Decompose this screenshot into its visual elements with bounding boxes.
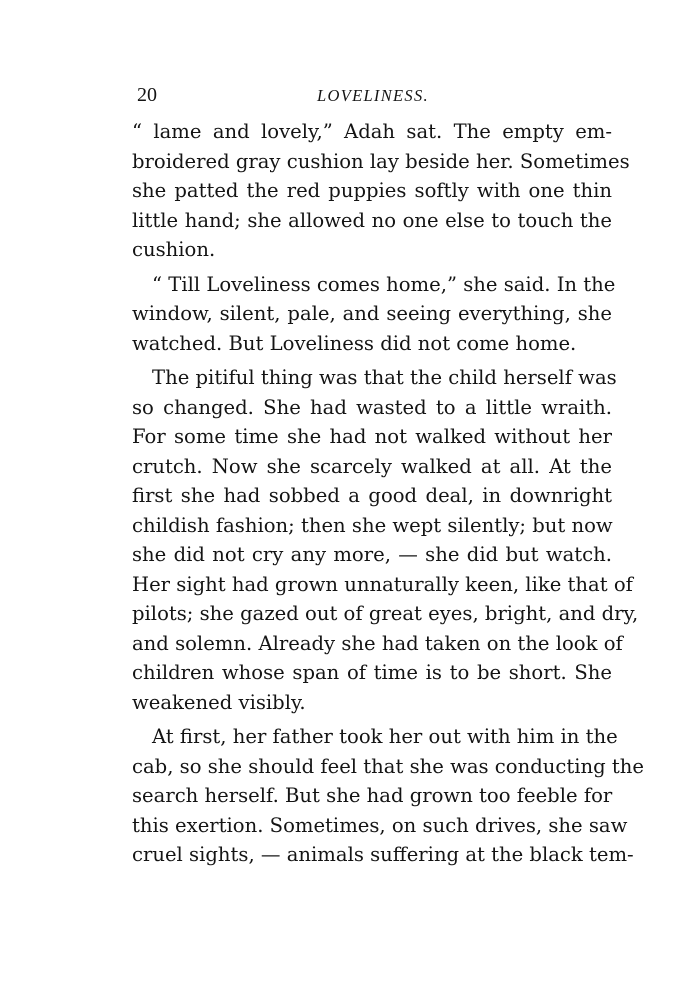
text-line: so changed. She had wasted to a little wraith. — [132, 395, 612, 419]
paragraph — [132, 722, 644, 870]
paragraph — [132, 363, 639, 717]
text-line: cruel sights, — animals suffering at the black tem- — [132, 843, 634, 866]
paragraph — [132, 117, 630, 265]
text-line: search herself. But she had grown too feeble for — [132, 784, 613, 807]
text-line: crutch. Now she scarcely walked at all. At the — [132, 454, 612, 478]
running-title: LOVELINESS. — [317, 86, 429, 105]
text-line: pilots; she gazed out of great eyes, bright, and dry, — [132, 602, 639, 625]
text-line: “ lame and lovely,” Adah sat. The empty em- — [132, 120, 612, 143]
text-line: watched. But Loveliness did not come home. — [132, 331, 577, 355]
text-line: she did not cry any more, — she did but watch. — [132, 543, 612, 566]
text-line: cushion. — [132, 238, 216, 261]
text-line: window, silent, pale, and seeing everything, she — [132, 302, 612, 325]
text-line: The pitiful thing was that the child herself was — [152, 366, 617, 389]
text-line: For some time she had not walked without her — [132, 425, 612, 448]
text-line: broidered gray cushion lay beside her. Sometimes — [132, 149, 630, 173]
text-line: first she had sobbed a good deal, in downright — [132, 484, 612, 507]
text-line: and solemn. Already she had taken on the look of — [132, 631, 623, 655]
text-line: childish fashion; then she wept silently; but now — [132, 513, 613, 537]
text-line: little hand; she allowed no one else to touch the — [132, 208, 612, 232]
paragraph — [132, 270, 616, 359]
text-line: “ Till Loveliness comes home,” she said. In the — [152, 272, 616, 296]
body-text — [132, 117, 644, 870]
text-line: cab, so she should feel that she was conducting the — [132, 754, 644, 778]
running-head — [132, 84, 612, 112]
text-line: weakened visibly. — [132, 690, 306, 714]
text-line: she patted the red puppies softly with one thin — [132, 179, 612, 202]
text-line: children whose span of time is to be short. She — [132, 661, 612, 684]
text-line: Her sight had grown unnaturally keen, like that of — [132, 572, 633, 596]
text-line: this exertion. Sometimes, on such drives, she saw — [132, 813, 628, 837]
page-number: 20 — [137, 84, 157, 106]
text-line: At first, her father took her out with him in the — [152, 725, 618, 748]
